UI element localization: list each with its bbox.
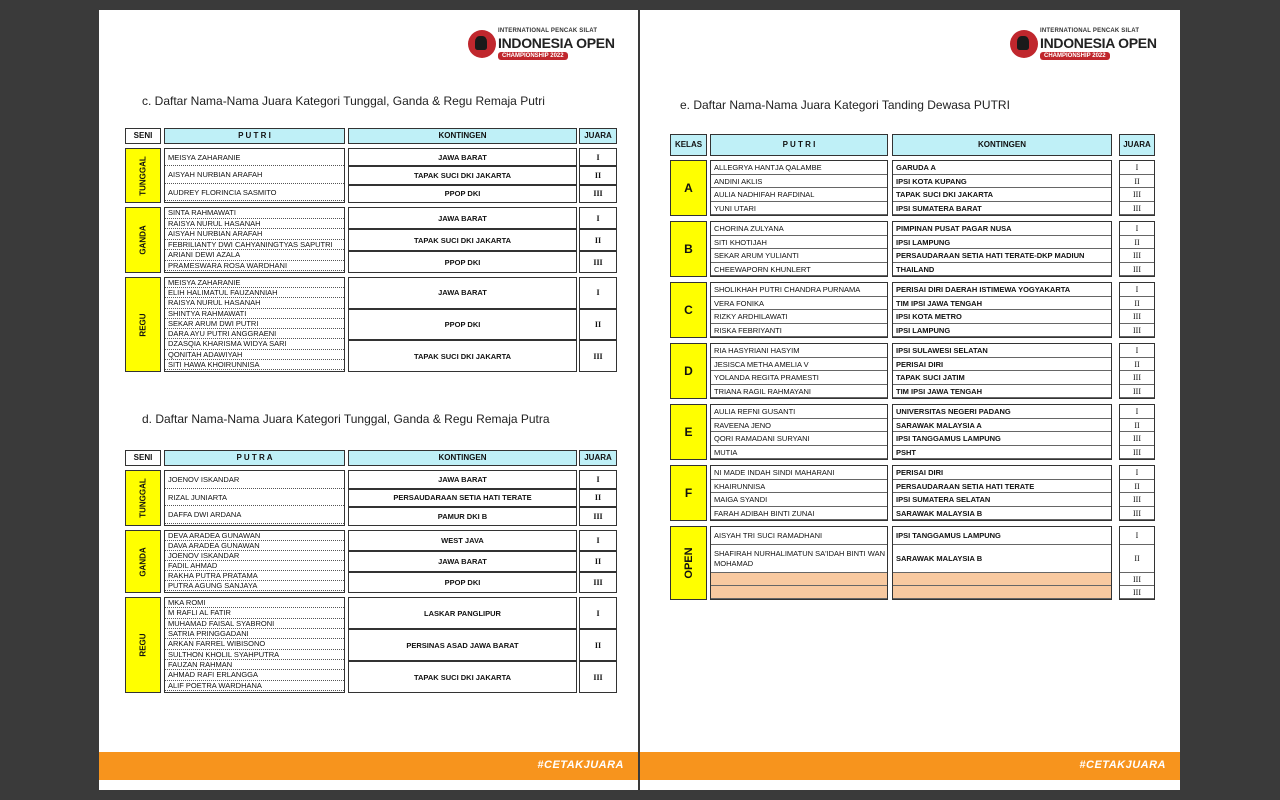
athlete-name: DAFFA DWI ARDANA: [165, 506, 344, 524]
kelas-open: [670, 526, 707, 600]
athlete-name: ARIANI DEWI AZALA: [165, 250, 344, 261]
juara-cell: II: [1120, 358, 1154, 372]
athlete-name: AISYAH TRI SUCI RAMADHANI: [711, 527, 887, 545]
athlete-name: SEKAR ARUM YULIANTI: [711, 249, 887, 263]
athlete-names: [710, 526, 888, 600]
juara-cell: I: [1120, 344, 1154, 358]
athlete-name: FARAH ADIBAH BINTI ZUNAI: [711, 507, 887, 521]
footer-bar: [99, 752, 638, 780]
section-e-title: e. Daftar Nama-Nama Juara Kategori Tanding Dewasa PUTRI: [680, 98, 1010, 112]
kontingen-cell: IPSI KOTA KUPANG: [893, 175, 1111, 189]
athlete-name: CHORINA ZULYANA: [711, 222, 887, 236]
athlete-name: DAVA ARADEA GUNAWAN: [165, 541, 344, 551]
logo-title: INDONESIA OPEN: [1040, 35, 1157, 51]
juara-cell: III: [1120, 249, 1154, 263]
athlete-name: CHEEWAPORN KHUNLERT: [711, 263, 887, 277]
kontingen-cell: SARAWAK MALAYSIA A: [893, 419, 1111, 433]
header-kelas: KELAS: [670, 134, 707, 156]
header-juara: JUARA: [579, 450, 617, 466]
juara-cell: III: [1120, 263, 1154, 277]
logo-small-text: INTERNATIONAL PENCAK SILAT: [1040, 28, 1140, 34]
athlete-name: RAKHA PUTRA PRATAMA: [165, 571, 344, 581]
document-page-left: [99, 10, 638, 790]
athlete-name: RIZKY ARDHILAWATI: [711, 310, 887, 324]
athlete-name: FADIL AHMAD: [165, 561, 344, 571]
athlete-name: ALIF POETRA WARDHANA: [165, 681, 344, 691]
juara-cell: II: [1120, 545, 1154, 573]
kontingen-cell: [893, 573, 1111, 586]
kelas-label: C: [684, 303, 693, 317]
kontingen-cell: SARAWAK MALAYSIA B: [893, 507, 1111, 521]
juara-cell: III: [1120, 446, 1154, 460]
athlete-names: [164, 470, 345, 526]
juara-cell: III: [1120, 202, 1154, 216]
kontingen-cell: JAWA BARAT: [348, 277, 577, 309]
kontingen-column: [892, 343, 1112, 399]
kontingen-column: [892, 282, 1112, 338]
championship-logo: [1010, 26, 1170, 66]
kontingen-cell: PERISAI DIRI: [893, 358, 1111, 372]
kontingen-column: [892, 465, 1112, 521]
pencak-silat-emblem-icon: [1010, 30, 1038, 58]
kontingen-cell: PIMPINAN PUSAT PAGAR NUSA: [893, 222, 1111, 236]
athlete-names: [710, 221, 888, 277]
kontingen-column: [892, 221, 1112, 277]
athlete-names: [710, 160, 888, 216]
championship-logo: [468, 26, 628, 66]
kelas-label: A: [684, 181, 693, 195]
kontingen-cell: PERSINAS ASAD JAWA BARAT: [348, 629, 577, 661]
kontingen-cell: TAPAK SUCI DKI JAKARTA: [893, 188, 1111, 202]
kontingen-cell: IPSI LAMPUNG: [893, 324, 1111, 338]
kelas-b: [670, 221, 707, 277]
pencak-silat-emblem-icon: [468, 30, 496, 58]
athlete-name: [711, 586, 887, 599]
juara-cell: I: [579, 470, 617, 489]
juara-cell: III: [1120, 432, 1154, 446]
athlete-name: TRIANA RAGIL RAHMAYANI: [711, 385, 887, 399]
kelas-label: OPEN: [682, 547, 695, 579]
category-label: GANDA: [138, 225, 148, 255]
kontingen-cell: PERSAUDARAAN SETIA HATI TERATE: [348, 489, 577, 508]
header-seni: SENI: [125, 450, 161, 466]
athlete-name: MUHAMAD FAISAL SYABRONI: [165, 619, 344, 629]
kontingen-cell: IPSI SUMATERA BARAT: [893, 202, 1111, 216]
juara-cell: I: [1120, 283, 1154, 297]
athlete-name: SHAFIRAH NURHALIMATUN SA'IDAH BINTI WAN MOHAMAD: [711, 545, 887, 573]
juara-cell: III: [1120, 493, 1154, 507]
athlete-name: JESISCA METHA AMELIA V: [711, 358, 887, 372]
athlete-name: AULIA REFNI GUSANTI: [711, 405, 887, 419]
kontingen-cell: SARAWAK MALAYSIA B: [893, 545, 1111, 573]
athlete-name: FEBRILIANTY DWI CAHYANINGTYAS SAPUTRI: [165, 240, 344, 251]
juara-cell: II: [1120, 297, 1154, 311]
athlete-name: SITI KHOTIJAH: [711, 236, 887, 250]
athlete-name: MUTIA: [711, 446, 887, 460]
athlete-name: ELIH HALIMATUL FAUZANNIAH: [165, 288, 344, 298]
athlete-names: [164, 148, 345, 203]
athlete-names: [164, 597, 345, 693]
logo-subtitle: CHAMPIONSHIP 2022: [1040, 52, 1110, 60]
athlete-name: AISYAH NURBIAN ARAFAH: [165, 229, 344, 240]
kelas-label: D: [684, 364, 693, 378]
kontingen-cell: PPOP DKI: [348, 185, 577, 203]
juara-cell: III: [1120, 188, 1154, 202]
kontingen-cell: TIM IPSI JAWA TENGAH: [893, 297, 1111, 311]
juara-cell: III: [579, 340, 617, 372]
kelas-label: B: [684, 242, 693, 256]
juara-cell: II: [579, 166, 617, 184]
kontingen-cell: IPSI TANGGAMUS LAMPUNG: [893, 527, 1111, 545]
kontingen-cell: PPOP DKI: [348, 309, 577, 341]
athlete-name: SITI HAWA KHOIRUNNISA: [165, 360, 344, 370]
juara-cell: III: [1120, 507, 1154, 521]
athlete-name: AHMAD RAFI ERLANGGA: [165, 670, 344, 680]
athlete-name: QONITAH ADAWIYAH: [165, 350, 344, 360]
header-juara: JUARA: [1119, 134, 1155, 156]
category-tunggal: [125, 148, 161, 203]
athlete-name: JOENOV ISKANDAR: [165, 551, 344, 561]
kontingen-column: [892, 526, 1112, 600]
juara-cell: I: [579, 597, 617, 629]
athlete-name: M RAFLI AL FATIR: [165, 608, 344, 618]
juara-cell: I: [1120, 527, 1154, 545]
kontingen-cell: JAWA BARAT: [348, 470, 577, 489]
category-tunggal: [125, 470, 161, 526]
header-juara: JUARA: [579, 128, 617, 144]
athlete-name: SINTA RAHMAWATI: [165, 208, 344, 219]
juara-cell: II: [579, 489, 617, 508]
athlete-names: [710, 404, 888, 460]
juara-cell: II: [579, 229, 617, 251]
juara-cell: I: [1120, 222, 1154, 236]
logo-small-text: INTERNATIONAL PENCAK SILAT: [498, 28, 598, 34]
header-name: P U T R I: [164, 128, 345, 144]
athlete-name: RAVEENA JENO: [711, 419, 887, 433]
header-seni: SENI: [125, 128, 161, 144]
juara-cell: I: [579, 530, 617, 551]
athlete-name: PUTRA AGUNG SANJAYA: [165, 581, 344, 591]
juara-cell: III: [579, 572, 617, 593]
kelas-label: E: [684, 425, 693, 439]
juara-cell: III: [579, 507, 617, 526]
kontingen-cell: UNIVERSITAS NEGERI PADANG: [893, 405, 1111, 419]
kelas-label: F: [684, 486, 693, 500]
juara-cell: II: [1120, 175, 1154, 189]
category-label: TUNGGAL: [138, 155, 148, 196]
athlete-name: ANDINI AKLIS: [711, 175, 887, 189]
juara-column: [1119, 221, 1155, 277]
juara-cell: I: [1120, 405, 1154, 419]
kelas-a: [670, 160, 707, 216]
juara-cell: III: [579, 251, 617, 273]
athlete-name: SHINTYA RAHMAWATI: [165, 309, 344, 319]
category-label: REGU: [138, 312, 148, 337]
athlete-name: MEISYA ZAHARANIE: [165, 278, 344, 288]
athlete-name: RAISYA NURUL HASANAH: [165, 298, 344, 308]
footer-hashtag: #CETAKJUARA: [1079, 759, 1166, 771]
athlete-name: RIA HASYRIANI HASYIM: [711, 344, 887, 358]
kontingen-cell: IPSI TANGGAMUS LAMPUNG: [893, 432, 1111, 446]
athlete-name: DARA AYU PUTRI ANGGRAENI: [165, 329, 344, 339]
juara-column: [1119, 526, 1155, 600]
juara-cell: II: [1120, 480, 1154, 494]
juara-cell: II: [579, 629, 617, 661]
athlete-name: PRAMESWARA ROSA WARDHANI: [165, 261, 344, 272]
kontingen-cell: IPSI SULAWESI SELATAN: [893, 344, 1111, 358]
kontingen-cell: [893, 586, 1111, 599]
juara-cell: II: [579, 551, 617, 572]
athlete-name: RIZAL JUNIARTA: [165, 489, 344, 507]
juara-cell: I: [579, 277, 617, 309]
juara-cell: III: [1120, 324, 1154, 338]
logo-title: INDONESIA OPEN: [498, 35, 615, 51]
juara-cell: III: [1120, 385, 1154, 399]
kontingen-column: [892, 160, 1112, 216]
kontingen-cell: GARUDA A: [893, 161, 1111, 175]
athlete-name: MEISYA ZAHARANIE: [165, 149, 344, 166]
header-name: P U T R A: [164, 450, 345, 466]
kontingen-cell: TAPAK SUCI DKI JAKARTA: [348, 229, 577, 251]
juara-cell: I: [579, 207, 617, 229]
juara-column: [1119, 404, 1155, 460]
athlete-name: VERA FONIKA: [711, 297, 887, 311]
juara-cell: II: [579, 309, 617, 341]
kontingen-cell: PAMUR DKI B: [348, 507, 577, 526]
athlete-name: MKA ROMI: [165, 598, 344, 608]
juara-column: [1119, 160, 1155, 216]
category-ganda: [125, 207, 161, 273]
category-regu: [125, 277, 161, 372]
kontingen-cell: PSHT: [893, 446, 1111, 460]
athlete-name: QORI RAMADANI SURYANI: [711, 432, 887, 446]
juara-cell: I: [1120, 161, 1154, 175]
athlete-name: SULTHON KHOLIL SYAHPUTRA: [165, 650, 344, 660]
juara-cell: III: [579, 661, 617, 693]
athlete-name: ALLEGRYA HANTJA QALAMBE: [711, 161, 887, 175]
athlete-name: RISKA FEBRIYANTI: [711, 324, 887, 338]
juara-column: [1119, 282, 1155, 338]
athlete-name: AISYAH NURBIAN ARAFAH: [165, 166, 344, 183]
athlete-name: KHAIRUNNISA: [711, 480, 887, 494]
kontingen-cell: LASKAR PANGLIPUR: [348, 597, 577, 629]
footer-hashtag: #CETAKJUARA: [537, 759, 624, 771]
juara-column: [1119, 343, 1155, 399]
section-d-title: d. Daftar Nama-Nama Juara Kategori Tunggal, Ganda & Regu Remaja Putra: [142, 412, 550, 426]
athlete-name: SHOLIKHAH PUTRI CHANDRA PURNAMA: [711, 283, 887, 297]
athlete-names: [710, 465, 888, 521]
athlete-name: ARKAN FARREL WIBISONO: [165, 639, 344, 649]
category-label: TUNGGAL: [138, 478, 148, 518]
juara-cell: III: [1120, 573, 1154, 586]
kontingen-cell: TIM IPSI JAWA TENGAH: [893, 385, 1111, 399]
kontingen-cell: PERSAUDARAAN SETIA HATI TERATE: [893, 480, 1111, 494]
kontingen-cell: WEST JAVA: [348, 530, 577, 551]
kontingen-cell: JAWA BARAT: [348, 551, 577, 572]
athlete-name: SEKAR ARUM DWI PUTRI: [165, 319, 344, 329]
athlete-name: YUNI UTARI: [711, 202, 887, 216]
header-kontingen: KONTINGEN: [348, 450, 577, 466]
athlete-names: [164, 207, 345, 273]
kontingen-cell: PPOP DKI: [348, 572, 577, 593]
kontingen-cell: TAPAK SUCI DKI JAKARTA: [348, 340, 577, 372]
athlete-name: SATRIA PRINGGADANI: [165, 629, 344, 639]
kontingen-cell: PPOP DKI: [348, 251, 577, 273]
athlete-name: NI MADE INDAH SINDI MAHARANI: [711, 466, 887, 480]
athlete-name: MAIGA SYANDI: [711, 493, 887, 507]
athlete-name: YOLANDA REGITA PRAMESTI: [711, 371, 887, 385]
kontingen-cell: IPSI KOTA METRO: [893, 310, 1111, 324]
athlete-name: DEVA ARADEA GUNAWAN: [165, 531, 344, 541]
athlete-name: [711, 573, 887, 586]
athlete-names: [710, 282, 888, 338]
header-kontingen: KONTINGEN: [892, 134, 1112, 156]
kontingen-cell: TAPAK SUCI DKI JAKARTA: [348, 661, 577, 693]
kelas-f: [670, 465, 707, 521]
athlete-names: [710, 343, 888, 399]
juara-cell: I: [579, 148, 617, 166]
kelas-c: [670, 282, 707, 338]
kontingen-cell: IPSI LAMPUNG: [893, 236, 1111, 250]
category-label: REGU: [138, 633, 148, 657]
category-label: GANDA: [138, 546, 148, 577]
header-name: P U T R I: [710, 134, 888, 156]
kelas-d: [670, 343, 707, 399]
juara-cell: II: [1120, 419, 1154, 433]
kontingen-cell: PERISAI DIRI DAERAH ISTIMEWA YOGYAKARTA: [893, 283, 1111, 297]
juara-cell: II: [1120, 236, 1154, 250]
athlete-name: AULIA NADHIFAH RAFDINAL: [711, 188, 887, 202]
kontingen-cell: JAWA BARAT: [348, 207, 577, 229]
category-regu: [125, 597, 161, 693]
document-page-right: [640, 10, 1180, 790]
header-kontingen: KONTINGEN: [348, 128, 577, 144]
athlete-name: FAUZAN RAHMAN: [165, 660, 344, 670]
kontingen-cell: JAWA BARAT: [348, 148, 577, 166]
athlete-name: JOENOV ISKANDAR: [165, 471, 344, 489]
kontingen-cell: THAILAND: [893, 263, 1111, 277]
athlete-names: [164, 530, 345, 593]
juara-cell: III: [579, 185, 617, 203]
athlete-name: RAISYA NURUL HASANAH: [165, 219, 344, 230]
footer-bar: [640, 752, 1180, 780]
kontingen-cell: PERISAI DIRI: [893, 466, 1111, 480]
kontingen-column: [892, 404, 1112, 460]
kontingen-cell: PERSAUDARAAN SETIA HATI TERATE-DKP MADIUN: [893, 249, 1111, 263]
juara-cell: III: [1120, 371, 1154, 385]
kontingen-cell: TAPAK SUCI DKI JAKARTA: [348, 166, 577, 184]
juara-column: [1119, 465, 1155, 521]
kontingen-cell: IPSI SUMATERA SELATAN: [893, 493, 1111, 507]
athlete-names: [164, 277, 345, 372]
logo-subtitle: CHAMPIONSHIP 2022: [498, 52, 568, 60]
section-c-title: c. Daftar Nama-Nama Juara Kategori Tunggal, Ganda & Regu Remaja Putri: [142, 94, 545, 108]
juara-cell: III: [1120, 310, 1154, 324]
category-ganda: [125, 530, 161, 593]
athlete-name: DZASQIA KHARISMA WIDYA SARI: [165, 339, 344, 349]
kelas-e: [670, 404, 707, 460]
kontingen-cell: TAPAK SUCI JATIM: [893, 371, 1111, 385]
athlete-name: AUDREY FLORINCIA SASMITO: [165, 184, 344, 201]
juara-cell: III: [1120, 586, 1154, 599]
juara-cell: I: [1120, 466, 1154, 480]
